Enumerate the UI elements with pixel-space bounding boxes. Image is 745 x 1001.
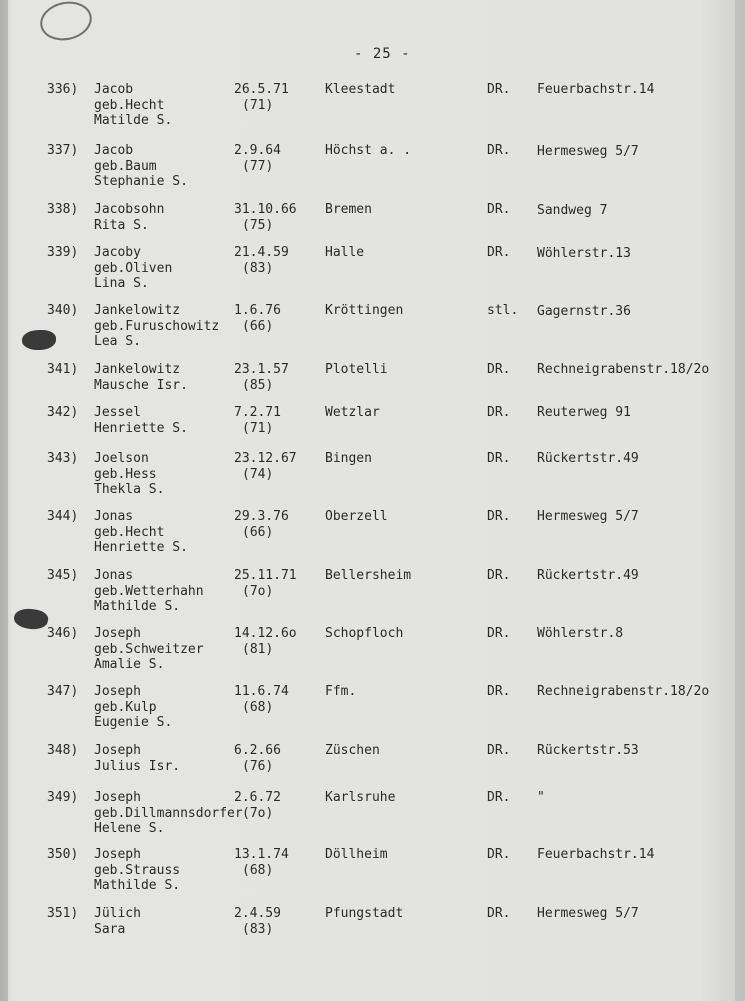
entry-age: (7o) bbox=[242, 583, 274, 599]
entry-birthplace: Höchst a. . bbox=[325, 143, 412, 158]
entry-address: Feuerbachstr.14 bbox=[537, 82, 655, 97]
entry-birth-date: 2.6.72 bbox=[234, 790, 281, 805]
entry-birth-date: 23.1.57 bbox=[234, 362, 289, 377]
entry-name-line: Mathilde S. bbox=[94, 878, 181, 893]
entry-age: (74) bbox=[242, 466, 274, 482]
entry-age: (81) bbox=[242, 641, 274, 657]
entry-name-line: Joseph bbox=[94, 847, 141, 862]
entry-name-block bbox=[94, 906, 141, 937]
entry-number: 349) bbox=[47, 790, 79, 805]
entry-number: 346) bbox=[47, 626, 79, 641]
entry-name-block bbox=[94, 743, 180, 774]
entry-age: (66) bbox=[242, 318, 274, 334]
entry-name-line: Mathilde S. bbox=[94, 599, 181, 614]
entry-number: 345) bbox=[47, 568, 79, 583]
entry-name-line: geb.Oliven bbox=[94, 260, 173, 276]
entry-number: 350) bbox=[47, 847, 79, 862]
entry-birth-date: 23.12.67 bbox=[234, 451, 297, 466]
entry-number: 339) bbox=[47, 245, 79, 260]
entry-address: Feuerbachstr.14 bbox=[537, 847, 655, 862]
entry-number: 347) bbox=[47, 684, 79, 699]
entry-name-line: geb.Hess bbox=[94, 466, 157, 482]
entry-status: DR. bbox=[487, 906, 511, 921]
entry-name-line: Jacoby bbox=[94, 245, 141, 260]
entry-birth-date: 26.5.71 bbox=[234, 82, 289, 97]
entry-birth-date: 2.4.59 bbox=[234, 906, 281, 921]
entry-birthplace: Bingen bbox=[325, 451, 372, 466]
entry-age: (75) bbox=[242, 217, 274, 233]
entry-name-block bbox=[94, 82, 172, 129]
entry-name-block bbox=[94, 362, 188, 393]
entry-name-line: Joseph bbox=[94, 743, 141, 758]
entry-birth-block bbox=[234, 303, 281, 334]
entry-birth-block bbox=[234, 684, 289, 715]
entry-address: Sandweg 7 bbox=[537, 203, 608, 218]
entry-birthplace: Bellersheim bbox=[325, 568, 412, 583]
entry-name-block bbox=[94, 847, 180, 894]
entry-birth-date: 6.2.66 bbox=[234, 743, 281, 758]
entry-name-block bbox=[94, 684, 172, 731]
entry-birthplace: Züschen bbox=[325, 743, 380, 758]
entry-birth-block bbox=[234, 82, 289, 113]
entry-birth-date: 11.6.74 bbox=[234, 684, 289, 699]
entry-name-line: Jonas bbox=[94, 568, 134, 583]
entry-number: 336) bbox=[47, 82, 79, 97]
entry-name-line: geb.Hecht bbox=[94, 97, 165, 113]
entry-number: 337) bbox=[47, 143, 79, 158]
entry-name-line: geb.Furuschowitz bbox=[94, 318, 220, 334]
entry-address: Rückertstr.49 bbox=[537, 568, 639, 583]
entry-birth-block bbox=[234, 509, 289, 540]
entry-name-line: Jankelowitz bbox=[94, 362, 181, 377]
entry-name-block bbox=[94, 143, 188, 190]
entry-number: 348) bbox=[47, 743, 79, 758]
entry-birth-block bbox=[234, 743, 281, 774]
entry-name-line: geb.Schweitzer bbox=[94, 641, 204, 657]
entry-name-block bbox=[94, 451, 164, 498]
entry-birthplace: Pfungstadt bbox=[325, 906, 404, 921]
entry-birth-date: 25.11.71 bbox=[234, 568, 297, 583]
entry-name-line: Jacobsohn bbox=[94, 202, 165, 217]
entry-name-line: Joseph bbox=[94, 790, 141, 805]
page-right-edge bbox=[735, 0, 745, 1001]
entry-age: (83) bbox=[242, 260, 274, 276]
entry-number: 340) bbox=[47, 303, 79, 318]
entry-number: 338) bbox=[47, 202, 79, 217]
entry-address: Wöhlerstr.8 bbox=[537, 626, 624, 641]
entry-status: DR. bbox=[487, 202, 511, 217]
entry-birthplace: Kröttingen bbox=[325, 303, 404, 318]
entry-birthplace: Karlsruhe bbox=[325, 790, 396, 805]
entry-birthplace: Döllheim bbox=[325, 847, 388, 862]
entry-name-line: Rita S. bbox=[94, 217, 149, 233]
entry-name-line: Eugenie S. bbox=[94, 715, 173, 730]
entry-status: stl. bbox=[487, 303, 519, 318]
entry-status: DR. bbox=[487, 245, 511, 260]
entry-birthplace: Plotelli bbox=[325, 362, 388, 377]
entry-name-block bbox=[94, 568, 204, 615]
ink-blot-mark bbox=[22, 330, 56, 350]
entry-age: (7o) bbox=[242, 805, 274, 821]
entry-name-line: geb.Strauss bbox=[94, 862, 181, 878]
entry-number: 351) bbox=[47, 906, 79, 921]
archive-stamp-mark bbox=[37, 0, 96, 45]
entry-birth-block bbox=[234, 202, 297, 233]
entry-birthplace: Halle bbox=[325, 245, 365, 260]
entry-birth-block bbox=[234, 362, 289, 393]
entry-name-line: Mausche Isr. bbox=[94, 377, 188, 393]
entry-name-block bbox=[94, 202, 164, 233]
entry-birth-block bbox=[234, 568, 297, 599]
entry-name-line: Jonas bbox=[94, 509, 134, 524]
entry-birth-date: 1.6.76 bbox=[234, 303, 281, 318]
entry-address: Reuterweg 91 bbox=[537, 405, 631, 420]
entry-status: DR. bbox=[487, 743, 511, 758]
entry-name-block bbox=[94, 790, 243, 837]
entry-name-block bbox=[94, 509, 188, 556]
entry-name-line: Sara bbox=[94, 921, 126, 937]
entry-name-line: Joseph bbox=[94, 684, 141, 699]
entry-name-line: Lea S. bbox=[94, 334, 141, 349]
entry-address: Wöhlerstr.13 bbox=[537, 246, 631, 261]
entry-name-line: Thekla S. bbox=[94, 482, 165, 497]
entry-birth-date: 13.1.74 bbox=[234, 847, 289, 862]
ink-blot-mark bbox=[13, 607, 49, 632]
entry-number: 344) bbox=[47, 509, 79, 524]
entry-name-line: Jacob bbox=[94, 82, 134, 97]
entry-status: DR. bbox=[487, 684, 511, 699]
entry-birth-block bbox=[234, 245, 289, 276]
entry-age: (71) bbox=[242, 97, 274, 113]
entry-age: (85) bbox=[242, 377, 274, 393]
entry-status: DR. bbox=[487, 451, 511, 466]
entry-address: Rückertstr.49 bbox=[537, 451, 639, 466]
entry-address: Hermesweg 5/7 bbox=[537, 906, 639, 921]
entry-number: 342) bbox=[47, 405, 79, 420]
entry-name-line: Julius Isr. bbox=[94, 758, 181, 774]
entry-address: Rechneigrabenstr.18/2o bbox=[537, 362, 710, 377]
entry-status: DR. bbox=[487, 362, 511, 377]
entry-status: DR. bbox=[487, 568, 511, 583]
entry-name-line: Joseph bbox=[94, 626, 141, 641]
entry-name-line: Stephanie S. bbox=[94, 174, 188, 189]
entry-birthplace: Ffm. bbox=[325, 684, 357, 699]
entry-name-block bbox=[94, 245, 172, 292]
entry-address: Rückertstr.53 bbox=[537, 743, 639, 758]
entry-name-line: Jankelowitz bbox=[94, 303, 181, 318]
entry-birth-date: 14.12.6o bbox=[234, 626, 297, 641]
entry-name-block bbox=[94, 405, 188, 436]
entry-name-line: Joelson bbox=[94, 451, 149, 466]
page-number: - 25 - bbox=[354, 46, 411, 62]
entry-name-line: Matilde S. bbox=[94, 113, 173, 128]
entry-birth-block bbox=[234, 143, 281, 174]
entry-name-line: geb.Wetterhahn bbox=[94, 583, 204, 599]
entry-birth-block bbox=[234, 626, 297, 657]
entry-age: (68) bbox=[242, 862, 274, 878]
entry-birth-date: 29.3.76 bbox=[234, 509, 289, 524]
entry-birth-block bbox=[234, 847, 289, 878]
entry-birthplace: Bremen bbox=[325, 202, 372, 217]
entry-name-line: Jülich bbox=[94, 906, 141, 921]
entry-birth-block bbox=[234, 906, 281, 937]
entry-address: " bbox=[537, 790, 545, 805]
entry-birth-date: 2.9.64 bbox=[234, 143, 281, 158]
entry-age: (77) bbox=[242, 158, 274, 174]
entry-name-line: geb.Baum bbox=[94, 158, 157, 174]
entry-birth-date: 31.10.66 bbox=[234, 202, 297, 217]
entry-name-line: geb.Kulp bbox=[94, 699, 157, 715]
entry-name-line: geb.Hecht bbox=[94, 524, 165, 540]
entry-name-line: Helene S. bbox=[94, 821, 165, 836]
entry-name-block bbox=[94, 626, 204, 673]
entry-address: Rechneigrabenstr.18/2o bbox=[537, 684, 710, 699]
page-left-edge bbox=[0, 0, 8, 1001]
entry-status: DR. bbox=[487, 790, 511, 805]
entry-name-line: geb.Dillmannsdorfer bbox=[94, 805, 243, 821]
entry-birthplace: Kleestadt bbox=[325, 82, 396, 97]
entry-birth-block bbox=[234, 790, 281, 821]
entry-birthplace: Schopfloch bbox=[325, 626, 404, 641]
entry-name-line: Jacob bbox=[94, 143, 134, 158]
entry-birthplace: Oberzell bbox=[325, 509, 388, 524]
entry-age: (66) bbox=[242, 524, 274, 540]
entry-birth-date: 7.2.71 bbox=[234, 405, 281, 420]
entry-address: Gagernstr.36 bbox=[537, 304, 631, 319]
entry-address: Hermesweg 5/7 bbox=[537, 509, 639, 524]
entry-status: DR. bbox=[487, 143, 511, 158]
entry-number: 341) bbox=[47, 362, 79, 377]
entry-birth-block bbox=[234, 451, 297, 482]
entry-name-line: Henriette S. bbox=[94, 540, 188, 555]
entry-age: (76) bbox=[242, 758, 274, 774]
entry-birthplace: Wetzlar bbox=[325, 405, 380, 420]
entry-status: DR. bbox=[487, 509, 511, 524]
entry-number: 343) bbox=[47, 451, 79, 466]
entry-status: DR. bbox=[487, 626, 511, 641]
entry-name-line: Henriette S. bbox=[94, 420, 188, 436]
entry-birth-date: 21.4.59 bbox=[234, 245, 289, 260]
entry-name-line: Amalie S. bbox=[94, 657, 165, 672]
entry-birth-block bbox=[234, 405, 281, 436]
entry-name-line: Jessel bbox=[94, 405, 141, 420]
entry-age: (71) bbox=[242, 420, 274, 436]
entry-status: DR. bbox=[487, 847, 511, 862]
entry-status: DR. bbox=[487, 82, 511, 97]
entry-age: (83) bbox=[242, 921, 274, 937]
entry-name-line: Lina S. bbox=[94, 276, 149, 291]
entry-name-block bbox=[94, 303, 219, 350]
entry-address: Hermesweg 5/7 bbox=[537, 144, 639, 159]
entry-status: DR. bbox=[487, 405, 511, 420]
entry-age: (68) bbox=[242, 699, 274, 715]
